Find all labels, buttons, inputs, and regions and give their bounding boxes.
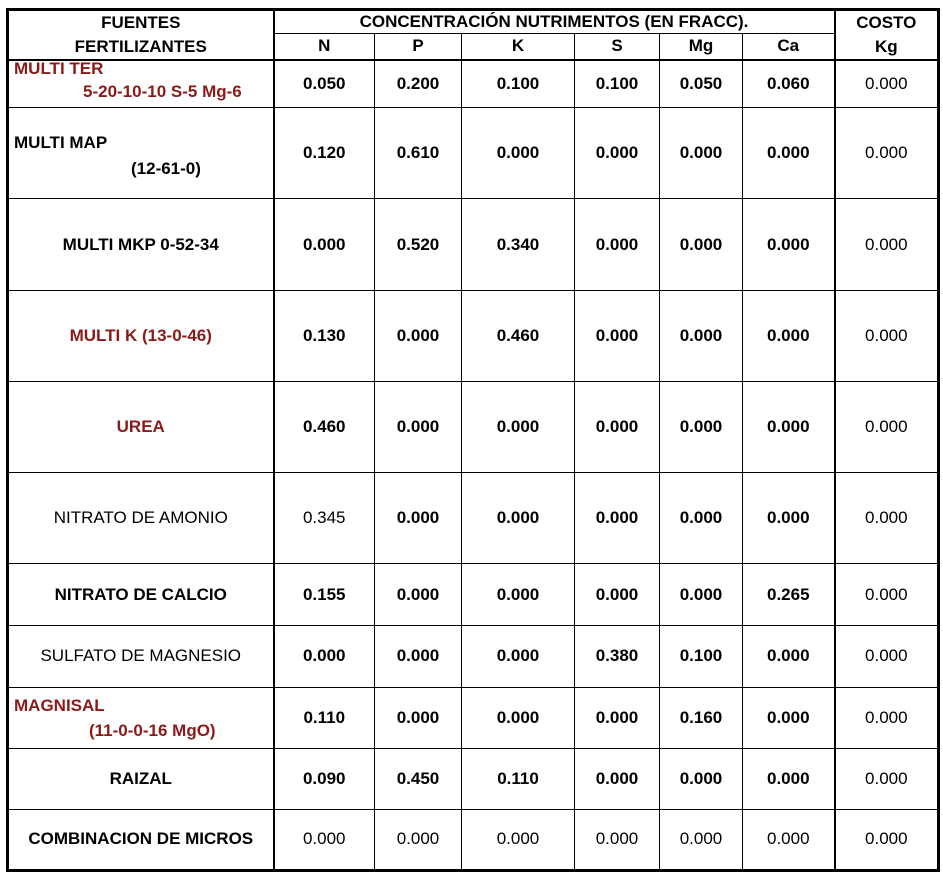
value-cell-ca: 0.265: [743, 564, 835, 626]
value-cell-ca: 0.000: [743, 809, 835, 870]
fertilizer-name: [8, 381, 274, 472]
value-cell-k: 0.000: [462, 687, 575, 748]
fertilizer-name-text: NITRATO DE CALCIO: [54, 584, 227, 604]
value-cell-k: 0.000: [462, 108, 575, 199]
fertilizer-name: [8, 199, 274, 290]
value-cell-k: 0.110: [462, 748, 575, 809]
fertilizer-name-text: COMBINACION DE MICROS: [28, 829, 254, 849]
value-cell-mg: 0.000: [660, 290, 743, 381]
fertilizer-name: [8, 60, 274, 108]
table-row: [8, 473, 939, 564]
value-cell-k: 0.460: [462, 290, 575, 381]
fertilizer-name: [8, 809, 274, 870]
cost-cell: 0.000: [835, 564, 939, 626]
value-cell-n: 0.120: [274, 108, 375, 199]
value-cell-n: 0.110: [274, 687, 375, 748]
value-cell-mg: 0.000: [660, 381, 743, 472]
value-cell-p: 0.450: [375, 748, 462, 809]
nutrient-header-s: S: [575, 34, 660, 60]
value-cell-mg: 0.000: [660, 199, 743, 290]
fertilizer-name-text: NITRATO DE AMONIO: [53, 508, 228, 528]
value-cell-s: 0.000: [575, 108, 660, 199]
cost-header: [835, 10, 939, 60]
value-cell-p: 0.000: [375, 564, 462, 626]
cost-header-line2: Kg: [874, 36, 898, 56]
value-cell-p: 0.000: [375, 687, 462, 748]
value-cell-k: 0.000: [462, 626, 575, 687]
value-cell-ca: 0.000: [743, 687, 835, 748]
value-cell-ca: 0.000: [743, 381, 835, 472]
header-row-1: [8, 10, 939, 34]
fertilizer-name-text: MULTI K (13-0-46): [69, 325, 212, 345]
table-row: [8, 108, 939, 199]
value-cell-ca: 0.000: [743, 748, 835, 809]
fertilizer-name-line2: (12-61-0): [131, 158, 201, 178]
value-cell-s: 0.000: [575, 564, 660, 626]
table-row: [8, 809, 939, 870]
value-cell-p: 0.000: [375, 626, 462, 687]
source-header-line1: FUENTES: [101, 12, 181, 32]
value-cell-s: 0.000: [575, 748, 660, 809]
cost-cell: 0.000: [835, 626, 939, 687]
value-cell-n: 0.090: [274, 748, 375, 809]
cost-cell: 0.000: [835, 381, 939, 472]
table-row: [8, 748, 939, 809]
cost-cell: 0.000: [835, 60, 939, 108]
value-cell-n: 0.345: [274, 473, 375, 564]
value-cell-n: 0.000: [274, 626, 375, 687]
table-row: [8, 564, 939, 626]
value-cell-ca: 0.060: [743, 60, 835, 108]
source-header: [8, 10, 274, 60]
value-cell-n: 0.050: [274, 60, 375, 108]
cost-cell: 0.000: [835, 290, 939, 381]
value-cell-mg: 0.050: [660, 60, 743, 108]
value-cell-ca: 0.000: [743, 626, 835, 687]
fertilizer-name-text: SULFATO DE MAGNESIO: [40, 646, 242, 666]
table-row: [8, 290, 939, 381]
value-cell-mg: 0.000: [660, 473, 743, 564]
value-cell-p: 0.000: [375, 290, 462, 381]
table-row: [8, 199, 939, 290]
value-cell-n: 0.130: [274, 290, 375, 381]
value-cell-mg: 0.000: [660, 809, 743, 870]
fertilizer-name-line1: MULTI TER: [14, 58, 104, 78]
cost-header-line1: COSTO: [856, 12, 917, 32]
value-cell-k: 0.100: [462, 60, 575, 108]
value-cell-k: 0.340: [462, 199, 575, 290]
value-cell-s: 0.000: [575, 473, 660, 564]
table-row: [8, 381, 939, 472]
table-row: [8, 626, 939, 687]
value-cell-mg: 0.000: [660, 108, 743, 199]
fertilizer-name: [8, 564, 274, 626]
value-cell-n: 0.000: [274, 199, 375, 290]
fertilizer-name: [8, 748, 274, 809]
fertilizer-name: [8, 626, 274, 687]
value-cell-s: 0.380: [575, 626, 660, 687]
cost-cell: 0.000: [835, 748, 939, 809]
value-cell-p: 0.000: [375, 473, 462, 564]
nutrient-header-p: P: [375, 34, 462, 60]
value-cell-n: 0.155: [274, 564, 375, 626]
fertilizer-name: [8, 687, 274, 748]
value-cell-p: 0.000: [375, 809, 462, 870]
value-cell-p: 0.200: [375, 60, 462, 108]
fertilizer-name-text: UREA: [116, 416, 165, 436]
value-cell-p: 0.000: [375, 381, 462, 472]
value-cell-s: 0.000: [575, 687, 660, 748]
fertilizer-name-line1: MAGNISAL: [14, 696, 105, 716]
value-cell-k: 0.000: [462, 809, 575, 870]
value-cell-ca: 0.000: [743, 108, 835, 199]
value-cell-s: 0.000: [575, 290, 660, 381]
value-cell-k: 0.000: [462, 473, 575, 564]
cost-cell: 0.000: [835, 473, 939, 564]
value-cell-ca: 0.000: [743, 199, 835, 290]
table-row: [8, 60, 939, 108]
value-cell-s: 0.000: [575, 199, 660, 290]
fertilizer-name-text: MULTI MKP 0-52-34: [62, 234, 219, 254]
value-cell-p: 0.610: [375, 108, 462, 199]
value-cell-mg: 0.100: [660, 626, 743, 687]
source-header-line2: FERTILIZANTES: [74, 36, 207, 56]
value-cell-ca: 0.000: [743, 290, 835, 381]
value-cell-k: 0.000: [462, 381, 575, 472]
nutrient-header-ca: Ca: [743, 34, 835, 60]
value-cell-s: 0.000: [575, 809, 660, 870]
fertilizer-name: [8, 473, 274, 564]
value-cell-n: 0.460: [274, 381, 375, 472]
value-cell-mg: 0.000: [660, 748, 743, 809]
value-cell-ca: 0.000: [743, 473, 835, 564]
value-cell-n: 0.000: [274, 809, 375, 870]
fertilizer-name: [8, 290, 274, 381]
table-row: [8, 687, 939, 748]
fertilizer-name-line2: (11-0-0-16 MgO): [89, 721, 216, 741]
cost-cell: 0.000: [835, 687, 939, 748]
value-cell-s: 0.000: [575, 381, 660, 472]
fertilizer-name: [8, 108, 274, 199]
fertilizer-name-line2: 5-20-10-10 S-5 Mg-6: [83, 81, 242, 101]
nutrient-header-mg: Mg: [660, 34, 743, 60]
nutrient-header-k: K: [462, 34, 575, 60]
fertilizer-name-line1: MULTI MAP: [14, 132, 108, 152]
value-cell-k: 0.000: [462, 564, 575, 626]
value-cell-p: 0.520: [375, 199, 462, 290]
cost-cell: 0.000: [835, 809, 939, 870]
cost-cell: 0.000: [835, 199, 939, 290]
value-cell-mg: 0.000: [660, 564, 743, 626]
fertilizer-name-text: RAIZAL: [109, 768, 172, 788]
value-cell-s: 0.100: [575, 60, 660, 108]
fertilizer-table: [6, 8, 940, 872]
nutrient-header-n: N: [274, 34, 375, 60]
concentration-header: CONCENTRACIÓN NUTRIMENTOS (EN FRACC).: [274, 10, 835, 34]
value-cell-mg: 0.160: [660, 687, 743, 748]
cost-cell: 0.000: [835, 108, 939, 199]
